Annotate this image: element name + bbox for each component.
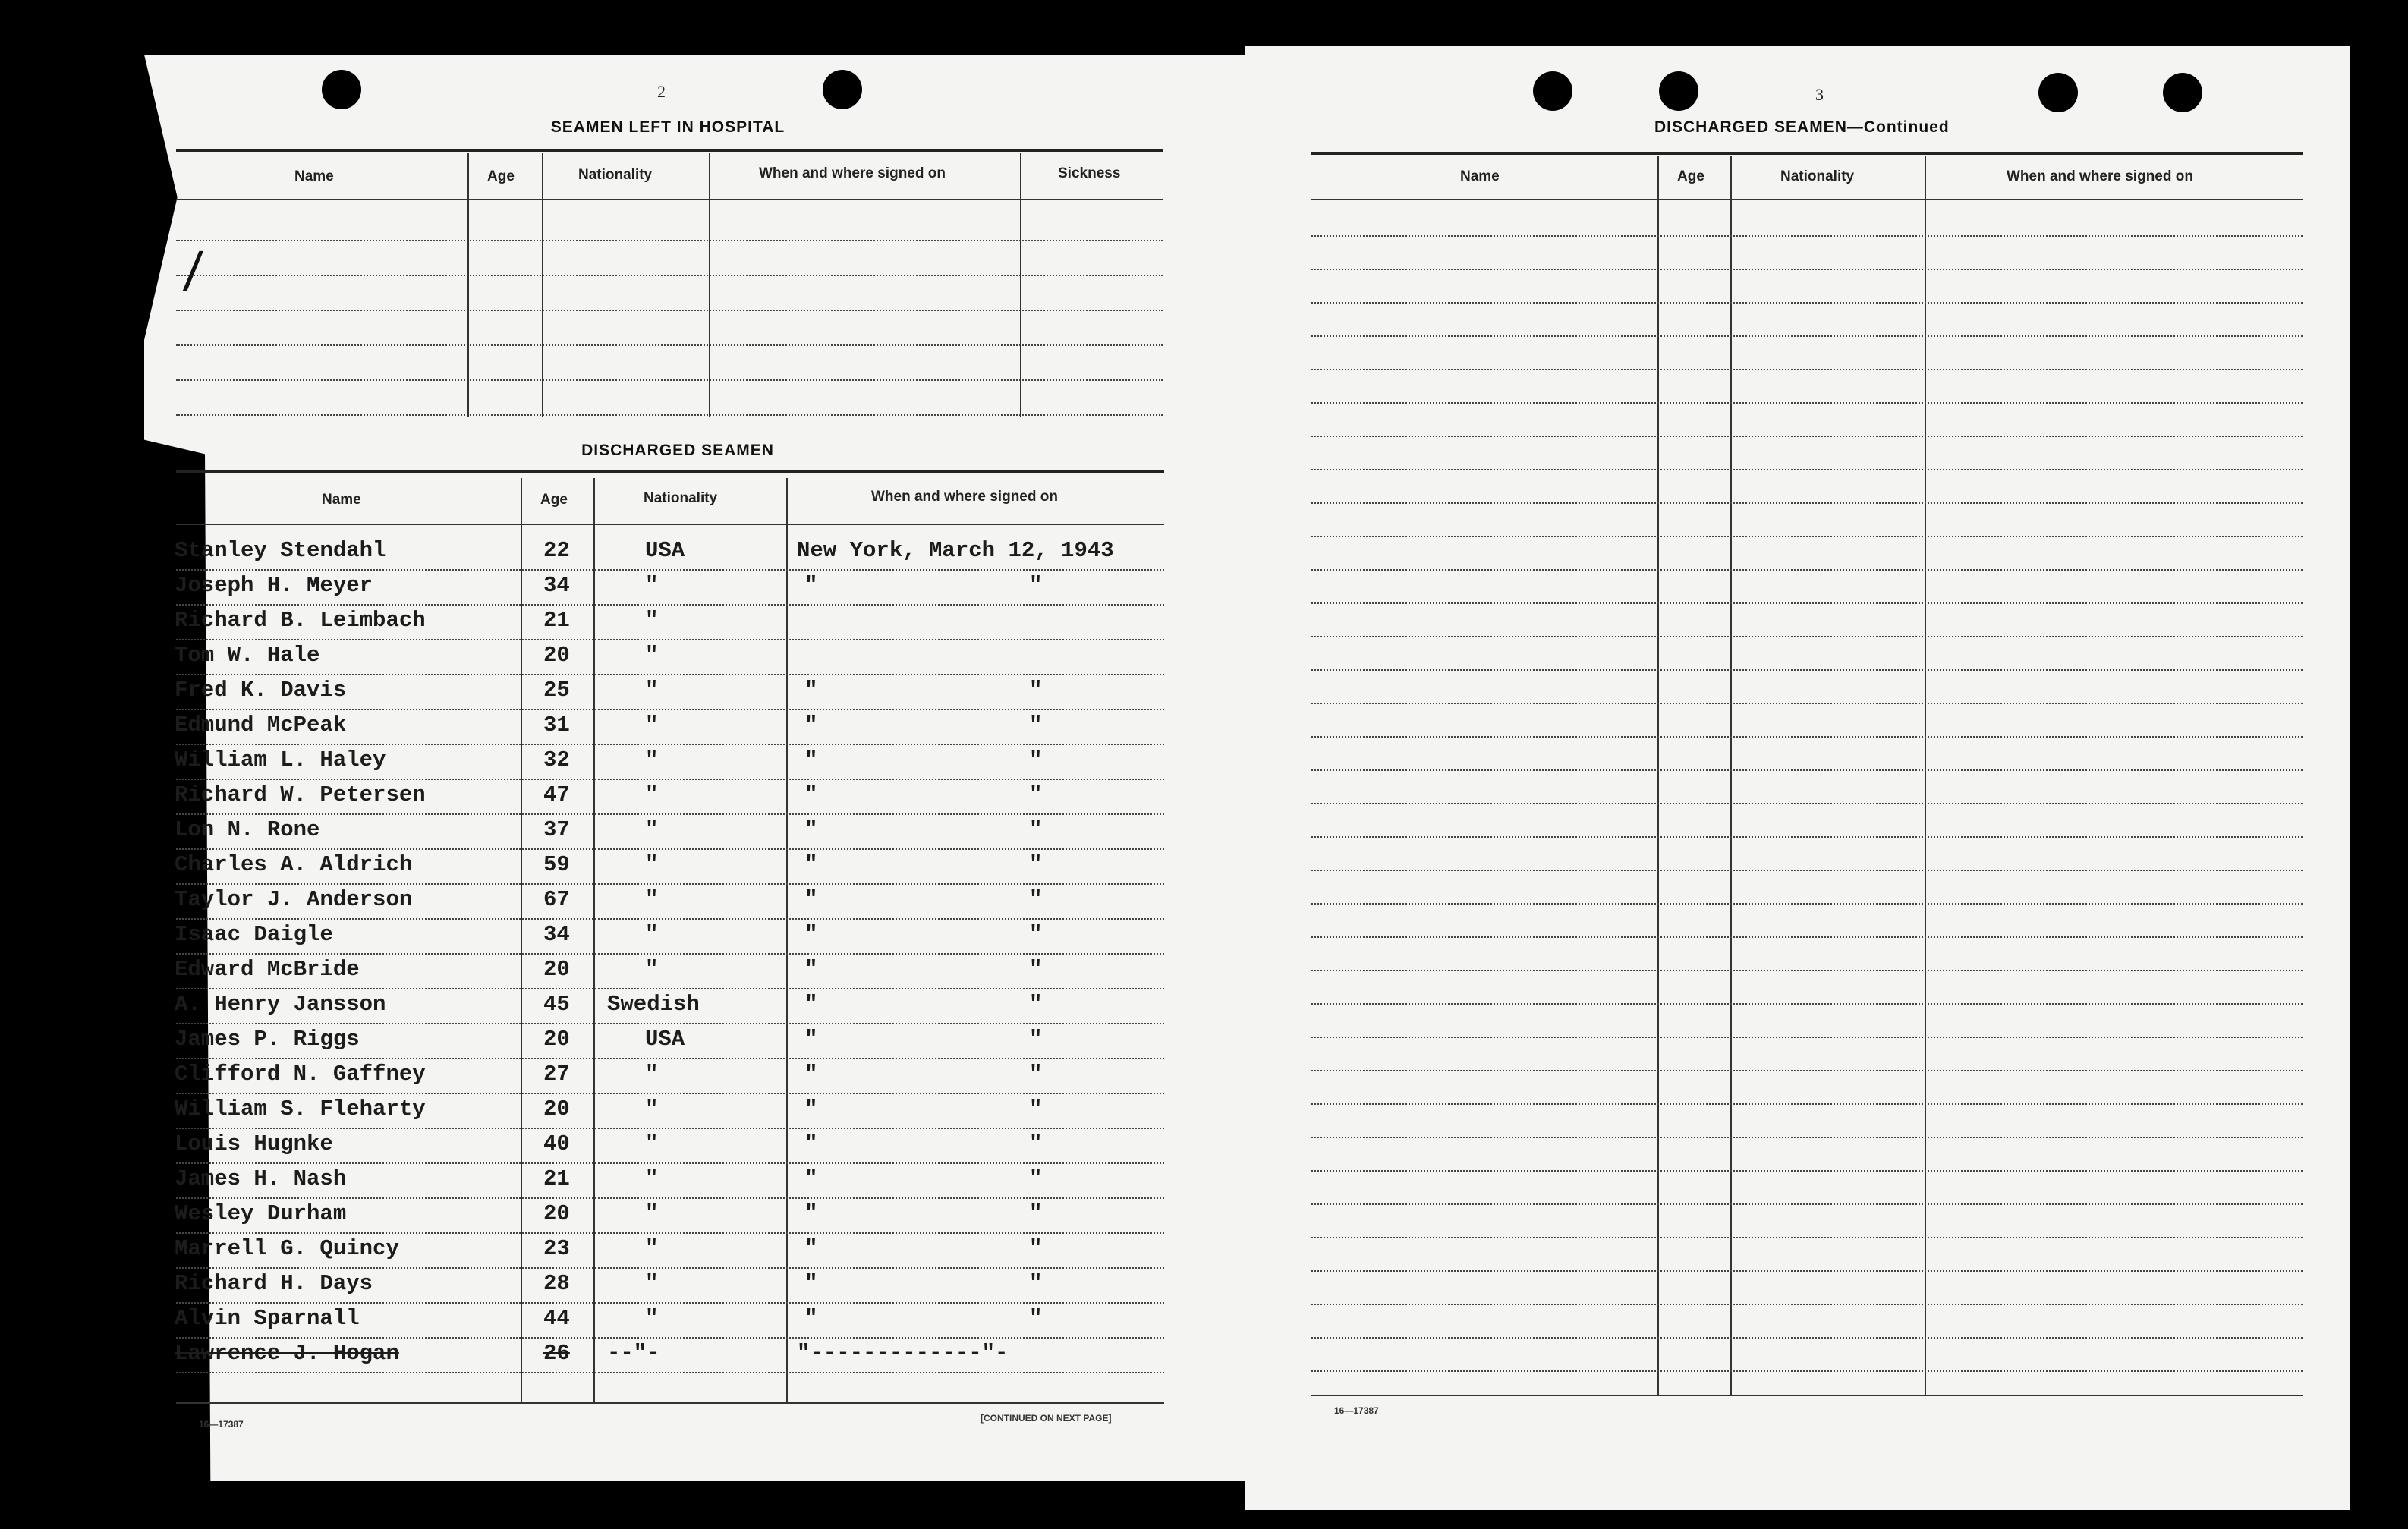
right-row-rule — [1311, 1003, 2303, 1005]
right-row-rule — [1311, 870, 2303, 871]
discharged-header-name: Name — [322, 492, 361, 508]
right-row-rule — [1311, 970, 2303, 971]
right-header-rule — [1311, 199, 2303, 200]
seaman-name: Fred K. Davis — [175, 678, 347, 703]
right-row-rule — [1311, 1237, 2303, 1238]
discharged-row-rule — [176, 1128, 1164, 1129]
page-number: 2 — [657, 82, 666, 101]
right-row-rule — [1311, 1170, 2303, 1172]
seaman-age: 20 — [543, 643, 570, 668]
seaman-name: Lawrence J. Hogan — [175, 1341, 399, 1366]
discharged-row-rule — [176, 1337, 1164, 1339]
seaman-name: Marrell G. Quincy — [175, 1236, 399, 1261]
right-row-rule — [1311, 269, 2303, 270]
punch-hole — [1659, 71, 1698, 111]
discharged-row-rule — [176, 1197, 1164, 1199]
seaman-age: 23 — [543, 1236, 570, 1261]
ditto-place: " — [804, 1062, 818, 1087]
seaman-nationality: " — [645, 713, 659, 738]
seaman-nationality: " — [645, 922, 659, 947]
right-row-rule — [1311, 1370, 2303, 1372]
seaman-age: 32 — [543, 747, 570, 772]
right-row-rule — [1311, 1103, 2303, 1105]
discharged-row-rule — [176, 883, 1164, 885]
seaman-name: Richard W. Petersen — [175, 782, 426, 807]
discharged-row-rule — [176, 1162, 1164, 1164]
ditto-place: " — [804, 1027, 818, 1052]
right-row-rule — [1311, 502, 2303, 504]
seaman-name: Richard B. Leimbach — [175, 608, 426, 633]
hospital-header-name: Name — [294, 168, 334, 184]
seaman-nationality: " — [645, 573, 659, 598]
discharged-table-bottom — [176, 1402, 1164, 1404]
punch-hole — [2038, 73, 2078, 112]
seaman-age: 67 — [543, 887, 570, 912]
seaman-age: 40 — [543, 1131, 570, 1156]
ditto-date: " — [1029, 678, 1043, 703]
right-row-rule — [1311, 302, 2303, 304]
ditto-place: " — [804, 1131, 818, 1156]
ditto-place: " — [804, 817, 818, 842]
ditto-place: " — [804, 1166, 818, 1191]
right-col-divider — [1657, 156, 1659, 1395]
hospital-section-title: SEAMEN LEFT IN HOSPITAL — [550, 118, 785, 136]
right-header-nationality: Nationality — [1780, 168, 1855, 184]
seaman-name: Lon N. Rone — [175, 817, 320, 842]
hospital-row-rule — [176, 344, 1163, 346]
discharged-row-rule — [176, 988, 1164, 989]
hospital-header-signed-on: When and where signed on — [759, 165, 946, 181]
seaman-nationality: " — [645, 782, 659, 807]
ditto-date: " — [1029, 782, 1043, 807]
seaman-age: 45 — [543, 992, 570, 1017]
hospital-col-divider — [467, 153, 469, 417]
right-row-rule — [1311, 836, 2303, 838]
discharged-row-rule — [176, 918, 1164, 920]
ditto-place: " — [804, 1236, 818, 1261]
seaman-nationality: " — [645, 817, 659, 842]
ditto-date: " — [1029, 573, 1043, 598]
seaman-name: Alvin Sparnall — [175, 1306, 360, 1331]
right-row-rule — [1311, 402, 2303, 404]
ditto-place: " — [804, 747, 818, 772]
seaman-age: 31 — [543, 713, 570, 738]
ditto-date: " — [1029, 1131, 1043, 1156]
right-row-rule — [1311, 602, 2303, 604]
discharged-header-nationality: Nationality — [644, 490, 718, 506]
ditto-place: " — [804, 1271, 818, 1296]
ditto-date: " — [1029, 1271, 1043, 1296]
seaman-nationality: " — [645, 1306, 659, 1331]
discharged-row-rule — [176, 1058, 1164, 1059]
hospital-col-divider — [542, 153, 543, 417]
right-row-rule — [1311, 703, 2303, 704]
seaman-name: James P. Riggs — [175, 1027, 360, 1052]
right-row-rule — [1311, 1137, 2303, 1138]
right-row-rule — [1311, 1070, 2303, 1071]
seaman-nationality: " — [645, 1271, 659, 1296]
seaman-name: Tom W. Hale — [175, 643, 320, 668]
right-row-rule — [1311, 1203, 2303, 1205]
continued-section-title: DISCHARGED SEAMEN—Continued — [1654, 118, 1950, 136]
seaman-nationality: " — [645, 608, 659, 633]
right-row-rule — [1311, 569, 2303, 571]
seaman-nationality: " — [645, 1062, 659, 1087]
seaman-nationality: " — [645, 1166, 659, 1191]
punch-hole — [2163, 73, 2202, 112]
discharged-row-rule — [176, 779, 1164, 780]
seaman-name: William S. Fleharty — [175, 1096, 426, 1122]
seaman-age: 34 — [543, 573, 570, 598]
ditto-place: " — [804, 713, 818, 738]
seaman-nationality: " — [645, 957, 659, 982]
seaman-signed-on: "-------------"- — [797, 1341, 1009, 1366]
ditto-date: " — [1029, 852, 1043, 877]
ditto-place: " — [804, 1306, 818, 1331]
seaman-nationality: USA — [645, 538, 685, 563]
seaman-nationality: Swedish — [607, 992, 700, 1017]
ditto-date: " — [1029, 957, 1043, 982]
right-row-rule — [1311, 936, 2303, 938]
right-row-rule — [1311, 1270, 2303, 1272]
ditto-date: " — [1029, 1236, 1043, 1261]
seaman-age: 20 — [543, 957, 570, 982]
seaman-name: Louis Hugnke — [175, 1131, 333, 1156]
ditto-date: " — [1029, 922, 1043, 947]
hospital-col-divider — [1020, 153, 1021, 417]
discharged-section-title: DISCHARGED SEAMEN — [581, 442, 774, 459]
seaman-nationality: " — [645, 643, 659, 668]
punch-hole — [322, 70, 361, 109]
discharged-row-rule — [176, 674, 1164, 675]
discharged-row-rule — [176, 1232, 1164, 1234]
right-row-rule — [1311, 803, 2303, 804]
right-row-rule — [1311, 769, 2303, 771]
seaman-nationality: " — [645, 1201, 659, 1226]
discharged-header-signed-on: When and where signed on — [871, 489, 1058, 505]
right-row-rule — [1311, 636, 2303, 637]
seaman-name: Edmund McPeak — [175, 713, 347, 738]
right-row-rule — [1311, 235, 2303, 237]
ditto-date: " — [1029, 887, 1043, 912]
seaman-age: 20 — [543, 1096, 570, 1122]
ditto-place: " — [804, 782, 818, 807]
page-number: 3 — [1815, 85, 1824, 104]
seaman-name: Isaac Daigle — [175, 922, 333, 947]
form-number: 16—17387 — [1334, 1405, 1379, 1416]
right-header-signed-on: When and where signed on — [2007, 168, 2193, 184]
right-row-rule — [1311, 1304, 2303, 1305]
ditto-date: " — [1029, 992, 1043, 1017]
ditto-place: " — [804, 1096, 818, 1122]
ditto-date: " — [1029, 1027, 1043, 1052]
continued-note: [CONTINUED ON NEXT PAGE] — [981, 1413, 1112, 1424]
ditto-place: " — [804, 573, 818, 598]
seaman-name: A. Henry Jansson — [175, 992, 386, 1017]
seaman-name: William L. Haley — [175, 747, 386, 772]
hospital-row-rule — [176, 310, 1163, 311]
right-row-rule — [1311, 903, 2303, 905]
discharged-row-rule — [176, 953, 1164, 955]
seaman-age: 44 — [543, 1306, 570, 1331]
seaman-nationality: " — [645, 678, 659, 703]
ditto-place: " — [804, 992, 818, 1017]
discharged-row-rule — [176, 569, 1164, 571]
seaman-age: 28 — [543, 1271, 570, 1296]
right-page — [1245, 46, 2350, 1510]
hospital-header-sickness: Sickness — [1058, 165, 1121, 181]
seaman-age: 37 — [543, 817, 570, 842]
seaman-age: 21 — [543, 608, 570, 633]
hospital-pen-mark: / — [181, 242, 205, 303]
ditto-date: " — [1029, 713, 1043, 738]
seaman-nationality: " — [645, 887, 659, 912]
hospital-row-rule — [176, 379, 1163, 381]
right-col-divider — [1925, 156, 1926, 1395]
discharged-row-rule — [176, 604, 1164, 606]
right-row-rule — [1311, 669, 2303, 671]
seaman-signed-on: New York, March 12, 1943 — [797, 538, 1114, 563]
ditto-place: " — [804, 957, 818, 982]
discharged-row-rule — [176, 848, 1164, 850]
discharged-row-rule — [176, 1023, 1164, 1024]
ditto-place: " — [804, 922, 818, 947]
seaman-name: Charles A. Aldrich — [175, 852, 413, 877]
right-row-rule — [1311, 436, 2303, 437]
seaman-age: 59 — [543, 852, 570, 877]
discharged-header-rule — [176, 524, 1164, 525]
discharged-col-divider — [786, 478, 788, 1402]
ditto-date: " — [1029, 1096, 1043, 1122]
seaman-age: 26 — [543, 1341, 570, 1366]
seaman-nationality: " — [645, 747, 659, 772]
discharged-row-rule — [176, 744, 1164, 745]
seaman-age: 21 — [543, 1166, 570, 1191]
right-row-rule — [1311, 335, 2303, 337]
right-row-rule — [1311, 369, 2303, 370]
right-header-name: Name — [1460, 168, 1500, 184]
discharged-row-rule — [176, 639, 1164, 640]
seaman-name: Richard H. Days — [175, 1271, 373, 1296]
seaman-age: 27 — [543, 1062, 570, 1087]
ditto-place: " — [804, 852, 818, 877]
right-row-rule — [1311, 736, 2303, 738]
seaman-age: 20 — [543, 1027, 570, 1052]
ditto-place: " — [804, 887, 818, 912]
hospital-row-rule — [176, 240, 1163, 241]
seaman-nationality: " — [645, 1096, 659, 1122]
ditto-place: " — [804, 1201, 818, 1226]
seaman-age: 34 — [543, 922, 570, 947]
discharged-row-rule — [176, 1267, 1164, 1269]
right-row-rule — [1311, 536, 2303, 537]
hospital-header-rule — [176, 199, 1163, 200]
seaman-nationality: " — [645, 1131, 659, 1156]
seaman-nationality: --"- — [607, 1341, 660, 1366]
discharged-row-rule — [176, 1372, 1164, 1373]
right-row-rule — [1311, 1037, 2303, 1038]
hospital-header-nationality: Nationality — [578, 167, 653, 183]
seaman-name: Clifford N. Gaffney — [175, 1062, 426, 1087]
right-col-divider — [1730, 156, 1732, 1395]
seaman-name: Taylor J. Anderson — [175, 887, 413, 912]
ditto-date: " — [1029, 817, 1043, 842]
seaman-age: 22 — [543, 538, 570, 563]
ditto-date: " — [1029, 1306, 1043, 1331]
discharged-table-top — [176, 470, 1164, 473]
right-row-rule — [1311, 1337, 2303, 1339]
hospital-header-age: Age — [487, 168, 515, 184]
seaman-nationality: " — [645, 852, 659, 877]
seaman-age: 47 — [543, 782, 570, 807]
seaman-name: Joseph H. Meyer — [175, 573, 373, 598]
right-header-age: Age — [1677, 168, 1704, 184]
ditto-date: " — [1029, 1062, 1043, 1087]
right-table-top — [1311, 152, 2303, 155]
seaman-nationality: " — [645, 1236, 659, 1261]
hospital-col-divider — [709, 153, 710, 417]
punch-hole — [1533, 71, 1572, 111]
seaman-age: 25 — [543, 678, 570, 703]
seaman-name: Stanley Stendahl — [175, 538, 386, 563]
discharged-row-rule — [176, 1302, 1164, 1304]
ditto-date: " — [1029, 747, 1043, 772]
discharged-row-rule — [176, 1093, 1164, 1094]
form-number: 16—17387 — [199, 1419, 244, 1430]
ditto-place: " — [804, 678, 818, 703]
discharged-header-age: Age — [540, 492, 568, 508]
seaman-name: Wesley Durham — [175, 1201, 347, 1226]
seaman-age: 20 — [543, 1201, 570, 1226]
hospital-row-rule — [176, 414, 1163, 416]
right-table-bottom — [1311, 1395, 2303, 1396]
hospital-table-top — [176, 149, 1163, 152]
discharged-col-divider — [521, 478, 522, 1402]
discharged-row-rule — [176, 813, 1164, 815]
ditto-date: " — [1029, 1201, 1043, 1226]
discharged-row-rule — [176, 709, 1164, 710]
right-row-rule — [1311, 469, 2303, 470]
discharged-col-divider — [593, 478, 595, 1402]
hospital-row-rule — [176, 275, 1163, 276]
ditto-date: " — [1029, 1166, 1043, 1191]
seaman-nationality: USA — [645, 1027, 685, 1052]
seaman-name: James H. Nash — [175, 1166, 347, 1191]
punch-hole — [823, 70, 862, 109]
seaman-name: Edward McBride — [175, 957, 360, 982]
